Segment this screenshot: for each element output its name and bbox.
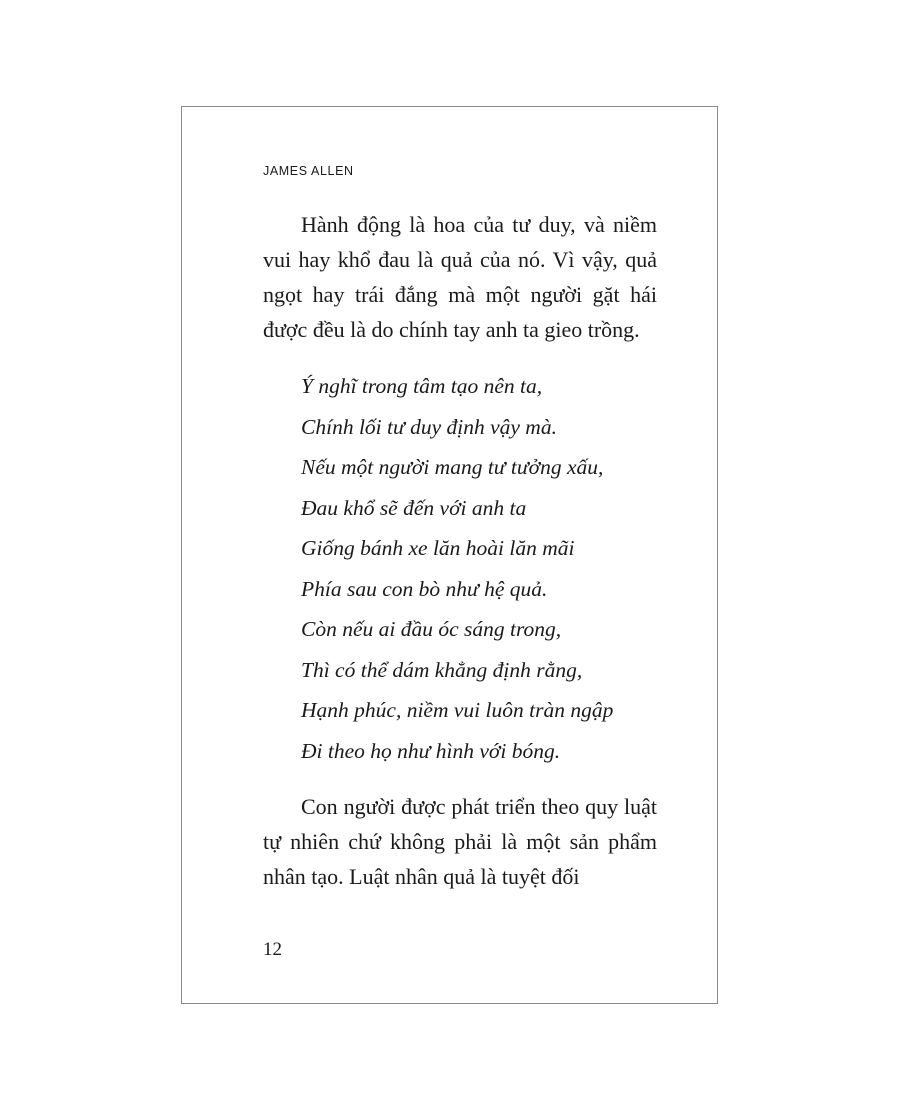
poem-line: Hạnh phúc, niềm vui luôn tràn ngập (301, 698, 614, 722)
poem-line: Phía sau con bò như hệ quả. (301, 576, 548, 601)
poem-line: Chính lối tư duy định vậy mà. (301, 414, 557, 439)
poem-line: Còn nếu ai đầu óc sáng trong, (301, 617, 562, 641)
paragraph-2: Con người được phát triển theo quy luật tự nhiên chứ không phải là một sản phẩm nhân tạo. Luật nhân quả là tuyệt đối (263, 794, 657, 889)
running-head: JAMES ALLEN (263, 164, 354, 178)
paragraph-1: Hành động là hoa của tư duy, và niềm vui hay khổ đau là quả của nó. Vì vậy, quả ngọt hay trái đắng mà một người gặt hái được đều là do chính tay anh ta gieo trồng. (263, 212, 657, 342)
poem (301, 366, 681, 771)
poem-line: Đi theo họ như hình với bóng. (301, 738, 561, 763)
poem-line: Đau khổ sẽ đến với anh ta (301, 495, 527, 520)
page-number: 12 (263, 939, 282, 960)
poem-line: Giống bánh xe lăn hoài lăn mãi (301, 536, 575, 560)
poem-line: Nếu một người mang tư tưởng xấu, (301, 455, 604, 479)
poem-line: Thì có thể dám khẳng định rằng, (301, 657, 583, 682)
book-page (181, 106, 718, 1004)
poem-line: Ý nghĩ trong tâm tạo nên ta, (301, 374, 543, 398)
